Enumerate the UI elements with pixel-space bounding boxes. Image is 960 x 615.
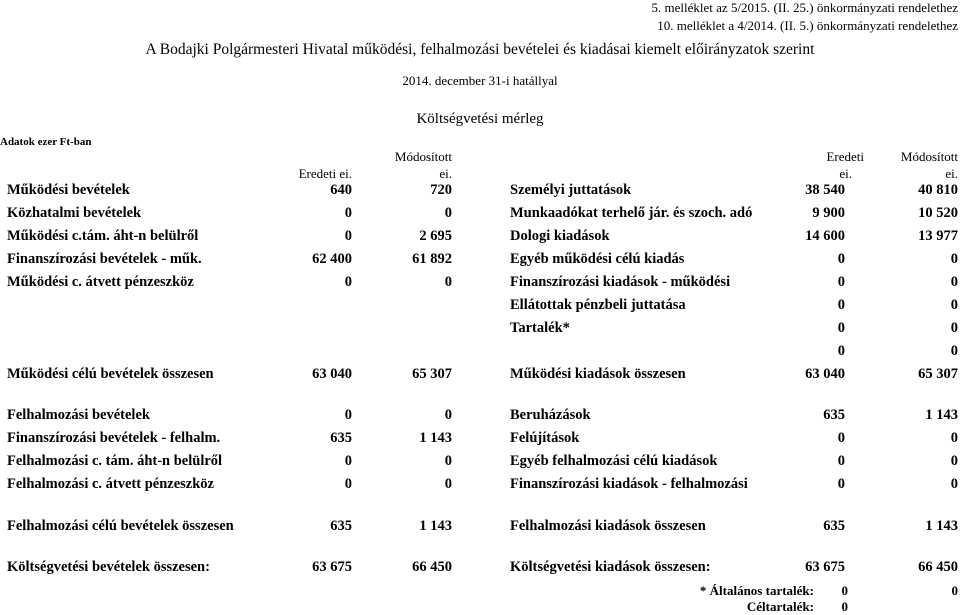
expense-modified: 1 143 bbox=[925, 407, 958, 423]
expense-label: Személyi juttatások bbox=[510, 182, 632, 198]
expense-original: 0 bbox=[837, 320, 845, 336]
expense-original: 38 540 bbox=[805, 182, 845, 198]
expense-modified: 10 520 bbox=[918, 205, 958, 221]
revenue-original: 63 040 bbox=[312, 366, 352, 382]
revenue-label: Felhalmozási c. átvett pénzeszköz bbox=[7, 476, 214, 492]
revenue-modified: 61 892 bbox=[412, 251, 452, 267]
table-row bbox=[0, 430, 960, 452]
revenue-modified: 0 bbox=[444, 453, 452, 469]
table-row bbox=[0, 343, 960, 365]
revenue-modified: 2 695 bbox=[419, 228, 452, 244]
revenue-label: Finanszírozási bevételek - felhalm. bbox=[7, 430, 221, 446]
table-row bbox=[0, 559, 960, 581]
revenue-original: 635 bbox=[330, 518, 352, 534]
expense-original: 0 bbox=[837, 274, 845, 290]
expense-original: 0 bbox=[837, 476, 845, 492]
ref-line-1: 5. melléklet az 5/2015. (II. 25.) önkormányzati rendelethez bbox=[651, 0, 958, 15]
revenue-original: 0 bbox=[344, 453, 352, 469]
expense-modified: 0 bbox=[950, 297, 958, 313]
revenue-original: 0 bbox=[344, 205, 352, 221]
table-row bbox=[0, 476, 960, 498]
expense-label: Ellátottak pénzbeli juttatása bbox=[510, 297, 686, 313]
ref-line-2: 10. melléklet a 4/2014. (II. 5.) önkormányzati rendelethez bbox=[657, 18, 958, 33]
expense-original: 635 bbox=[823, 407, 845, 423]
table-row bbox=[0, 251, 960, 273]
revenue-original: 0 bbox=[344, 228, 352, 244]
expense-original: 0 bbox=[837, 430, 845, 446]
expense-original: 63 675 bbox=[805, 559, 845, 575]
footnote-general-reserve-label: * Általános tartalék: bbox=[699, 583, 814, 598]
table-row bbox=[0, 297, 960, 319]
col-left-modified-1: Módosított bbox=[394, 149, 452, 164]
revenue-original: 62 400 bbox=[312, 251, 352, 267]
expense-original: 0 bbox=[837, 453, 845, 469]
expense-modified: 0 bbox=[950, 320, 958, 336]
expense-original: 0 bbox=[837, 297, 845, 313]
expense-original: 63 040 bbox=[805, 366, 845, 382]
expense-label: Tartalék* bbox=[510, 320, 570, 336]
expense-label: Működési kiadások összesen bbox=[510, 366, 686, 382]
expense-label: Munkaadókat terhelő jár. és szoch. adó bbox=[510, 205, 753, 221]
expense-original: 14 600 bbox=[805, 228, 845, 244]
expense-label: Egyéb működési célú kiadás bbox=[510, 251, 685, 267]
revenue-label: Felhalmozási bevételek bbox=[7, 407, 150, 423]
table-row bbox=[0, 366, 960, 388]
revenue-label: Működési c.tám. áht-n belülről bbox=[7, 228, 199, 244]
table-row bbox=[0, 407, 960, 429]
revenue-label: Működési bevételek bbox=[7, 182, 130, 198]
footnote-target-reserve-value: 0 bbox=[841, 599, 848, 614]
expense-modified: 13 977 bbox=[918, 228, 958, 244]
expense-modified: 0 bbox=[950, 251, 958, 267]
expense-original: 635 bbox=[823, 518, 845, 534]
col-right-original-1: Eredeti bbox=[826, 149, 864, 164]
col-right-modified-1: Módosított bbox=[900, 149, 958, 164]
revenue-label: Felhalmozási c. tám. áht-n belülről bbox=[7, 453, 223, 469]
table-row bbox=[0, 205, 960, 227]
revenue-label: Működési célú bevételek összesen bbox=[7, 366, 214, 382]
revenue-modified: 0 bbox=[444, 274, 452, 290]
expense-label: Felhalmozási kiadások összesen bbox=[510, 518, 706, 534]
revenue-original: 0 bbox=[344, 476, 352, 492]
expense-original: 0 bbox=[837, 343, 845, 359]
revenue-modified: 720 bbox=[430, 182, 452, 198]
expense-modified: 0 bbox=[950, 274, 958, 290]
expense-label: Felújítások bbox=[510, 430, 580, 446]
table-row bbox=[0, 518, 960, 540]
revenue-label: Finanszírozási bevételek - műk. bbox=[7, 251, 202, 267]
col-right-original-2: ei. bbox=[839, 166, 852, 181]
footnote-general-reserve-value-2: 0 bbox=[951, 583, 958, 598]
revenue-original: 635 bbox=[330, 430, 352, 446]
revenue-label: Közhatalmi bevételek bbox=[7, 205, 142, 221]
revenue-modified: 1 143 bbox=[419, 518, 452, 534]
revenue-modified: 65 307 bbox=[412, 366, 452, 382]
expense-label: Finanszírozási kiadások - felhalmozási bbox=[510, 476, 748, 492]
expense-modified: 0 bbox=[950, 476, 958, 492]
expense-modified: 0 bbox=[950, 453, 958, 469]
revenue-modified: 1 143 bbox=[419, 430, 452, 446]
table-row bbox=[0, 274, 960, 296]
col-left-modified-2: ei. bbox=[439, 166, 452, 181]
table-row bbox=[0, 320, 960, 342]
col-left-original: Eredeti ei. bbox=[298, 166, 352, 181]
expense-label: Beruházások bbox=[510, 407, 591, 423]
table-row bbox=[0, 453, 960, 475]
revenue-original: 63 675 bbox=[312, 559, 352, 575]
expense-modified: 0 bbox=[950, 343, 958, 359]
revenue-modified: 66 450 bbox=[412, 559, 452, 575]
revenue-original: 0 bbox=[344, 274, 352, 290]
revenue-original: 0 bbox=[344, 407, 352, 423]
col-right-modified-2: ei. bbox=[945, 166, 958, 181]
expense-original: 9 900 bbox=[812, 205, 845, 221]
revenue-label: Működési c. átvett pénzeszköz bbox=[7, 274, 194, 290]
unit-note: Adatok ezer Ft-ban bbox=[0, 136, 92, 148]
expense-modified: 66 450 bbox=[918, 559, 958, 575]
footnote-target-reserve-label: Céltartalék: bbox=[746, 599, 814, 614]
footnote-general-reserve-value: 0 bbox=[841, 583, 848, 598]
revenue-modified: 0 bbox=[444, 407, 452, 423]
revenue-modified: 0 bbox=[444, 205, 452, 221]
expense-label: Dologi kiadások bbox=[510, 228, 610, 244]
table-row bbox=[0, 182, 960, 204]
expense-label: Egyéb felhalmozási célú kiadások bbox=[510, 453, 718, 469]
revenue-original: 640 bbox=[330, 182, 352, 198]
revenue-label: Felhalmozási célú bevételek összesen bbox=[7, 518, 234, 534]
date-line: 2014. december 31-i hatállyal bbox=[402, 73, 558, 88]
page-title: A Bodajki Polgármesteri Hivatal működési, felhalmozási bevételei és kiadásai kiemelt előirányzatok szerint bbox=[145, 41, 815, 58]
revenue-modified: 0 bbox=[444, 476, 452, 492]
table-row bbox=[0, 228, 960, 250]
expense-modified: 65 307 bbox=[918, 366, 958, 382]
expense-label: Költségvetési kiadások összesen: bbox=[510, 559, 711, 575]
expense-modified: 0 bbox=[950, 430, 958, 446]
revenue-label: Költségvetési bevételek összesen: bbox=[7, 559, 210, 575]
subtitle: Költségvetési mérleg bbox=[416, 111, 544, 127]
expense-label: Finanszírozási kiadások - működési bbox=[510, 274, 731, 290]
expense-modified: 1 143 bbox=[925, 518, 958, 534]
expense-modified: 40 810 bbox=[918, 182, 958, 198]
expense-original: 0 bbox=[837, 251, 845, 267]
